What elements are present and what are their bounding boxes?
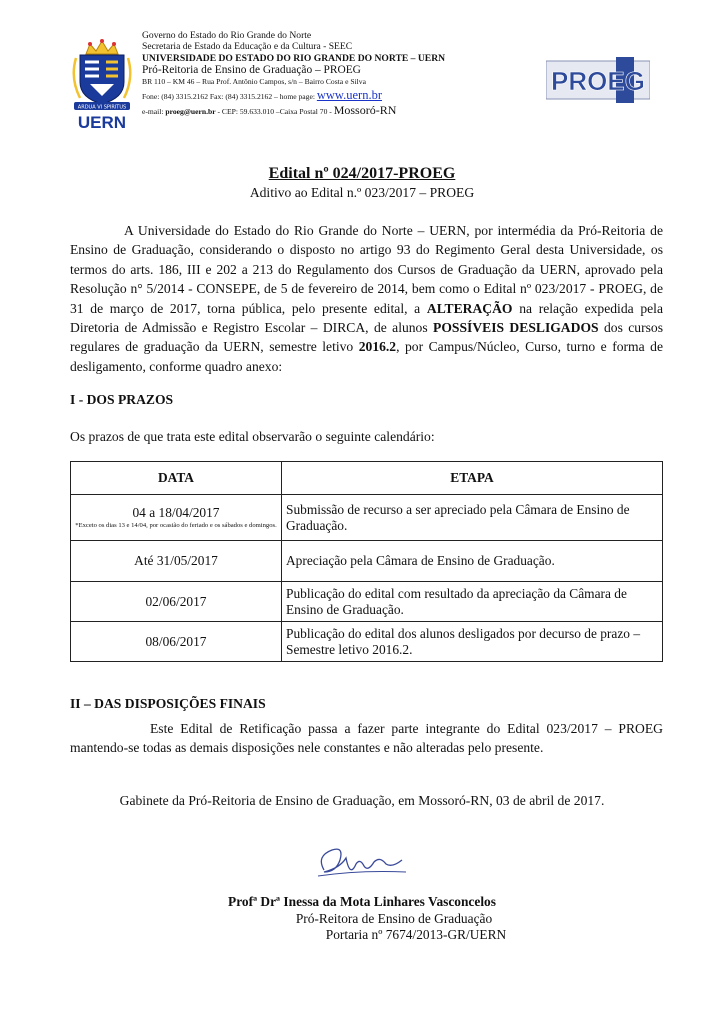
signatory-name: Profª Drª Inessa da Mota Linhares Vasconcelos	[228, 894, 496, 909]
section-1-heading: I - DOS PRAZOS	[70, 392, 174, 407]
date-cell: 02/06/2017	[71, 582, 282, 622]
deadlines-table	[70, 461, 663, 662]
signatory-role: Pró-Reitora de Ensino de Graduação	[295, 910, 493, 926]
phone-text: Fone: (84) 3315.2162 Fax: (84) 3315.2162 – home page:	[142, 91, 317, 101]
date-value: 04 a 18/04/2017	[132, 505, 220, 520]
table-row	[71, 582, 663, 622]
table-row	[71, 622, 663, 662]
cep-text: - CEP: 59.633.010 –Caixa Postal 70 -	[215, 107, 334, 117]
table-row	[71, 541, 663, 582]
intro-bold-desligados: POSSÍVEIS DESLIGADOS	[433, 320, 599, 336]
proeg-logo	[546, 57, 650, 103]
university-line: UNIVERSIDADE DO ESTADO DO RIO GRANDE DO NORTE – UERN	[142, 52, 446, 64]
step-cell: Submissão de recurso a ser apreciado pela Câmara de Ensino de Graduação.	[282, 495, 663, 541]
section-2-heading: II – DAS DISPOSIÇÕES FINAIS	[70, 696, 266, 711]
address-line: BR 110 – KM 46 – Rua Prof. Antônio Campos, s/n – Bairro Costa e Silva	[142, 77, 366, 87]
document-title: Edital nº 024/2017-PROEG	[268, 165, 456, 182]
intro-text-3: dos cursos regulares de graduação da UERN, semestre letivo	[70, 320, 663, 355]
intro-bold-semester: 2016.2	[358, 339, 397, 355]
intro-text-1: A Universidade do Estado do Rio Grande do Norte – UERN, por intermédia da Pró-Reitoria de Ensino de Graduação, considerando o disposto no artigo 93 do Regimento Geral desta Universidade, os termos do arts. 186, III e 202 a 213 do Regulamento dos Cursos de Graduação da UERN, aprovado pela Resolução n° 5/2014 - CONSEPE, de 5 de fevereiro de 2014, bem como o Edital nº 023/2017 - PROEG, de 31 de março de 2017, torna pública, pelo presente edital, a	[70, 223, 663, 316]
intro-text-2: na relação expedida pela Diretoria de Admissão e Registro Escolar – DIRCA, de alunos	[70, 300, 663, 336]
gov-line: Governo do Estado do Rio Grande do Norte	[142, 30, 312, 41]
signatory-ordinance: Portaria nº 7674/2013-GR/UERN	[325, 927, 507, 942]
intro-bold-alteracao: ALTERAÇÃO	[426, 300, 513, 316]
logo-wordmark: UERN	[77, 113, 127, 130]
column-header-date: DATA	[71, 462, 282, 495]
date-cell: 08/06/2017	[71, 622, 282, 662]
letterhead-text	[142, 30, 542, 118]
step-cell: Publicação do edital dos alunos desligados por decurso de prazo – Semestre letivo 2016.2.	[282, 622, 663, 662]
closing-place-date: Gabinete da Pró-Reitoria de Ensino de Graduação, em Mossoró-RN, 03 de abril de 2017.	[119, 793, 605, 808]
step-cell: Apreciação pela Câmara de Ensino de Graduação.	[282, 541, 663, 582]
table-row	[71, 495, 663, 541]
signatory-block	[0, 894, 724, 944]
handwritten-signature	[310, 842, 410, 886]
email-line	[142, 105, 542, 118]
city-text: Mossoró-RN	[333, 103, 397, 118]
date-cell	[71, 495, 282, 541]
intro-paragraph	[70, 221, 663, 376]
date-footnote: *Exceto os dias 13 e 14/04, por ocasião do feriado e os sábados e domingos.	[75, 522, 277, 529]
section-1-text: Os prazos de que trata este edital observarão o seguinte calendário:	[70, 429, 435, 444]
secretariat-line: Secretaria de Estado da Educação e da Cultura - SEEC	[142, 41, 353, 53]
website-link[interactable]: www.uern.br	[316, 87, 383, 102]
letterhead	[70, 30, 670, 135]
document-title-block	[0, 164, 724, 202]
email-address: proeg@uern.br	[165, 107, 216, 117]
intro-text-4: , por Campus/Núcleo, Curso, turno e forma de desligamento, conforme quadro anexo:	[70, 339, 663, 374]
email-label: e-mail:	[142, 107, 166, 117]
table-header-row	[71, 462, 663, 495]
column-header-step: ETAPA	[282, 462, 663, 495]
document-subtitle: Aditivo ao Edital n.º 023/2017 – PROEG	[249, 185, 475, 200]
date-cell: Até 31/05/2017	[71, 541, 282, 582]
phone-line	[142, 87, 542, 103]
step-cell: Publicação do edital com resultado da apreciação da Câmara de Ensino de Graduação.	[282, 582, 663, 622]
logo-motto: ARDUA VI SPIRITUS	[77, 104, 127, 111]
uern-coat-of-arms-logo	[70, 38, 134, 130]
section-2-text: Este Edital de Retificação passa a fazer parte integrante do Edital 023/2017 – PROEG mantendo-se todas as demais disposições nele constantes e não alteradas pelo presente.	[70, 721, 663, 756]
proeg-logo-text: PROEG	[551, 66, 645, 96]
dean-office-line: Pró-Reitoria de Ensino de Graduação – PROEG	[142, 64, 361, 77]
section-2-paragraph	[70, 719, 663, 758]
